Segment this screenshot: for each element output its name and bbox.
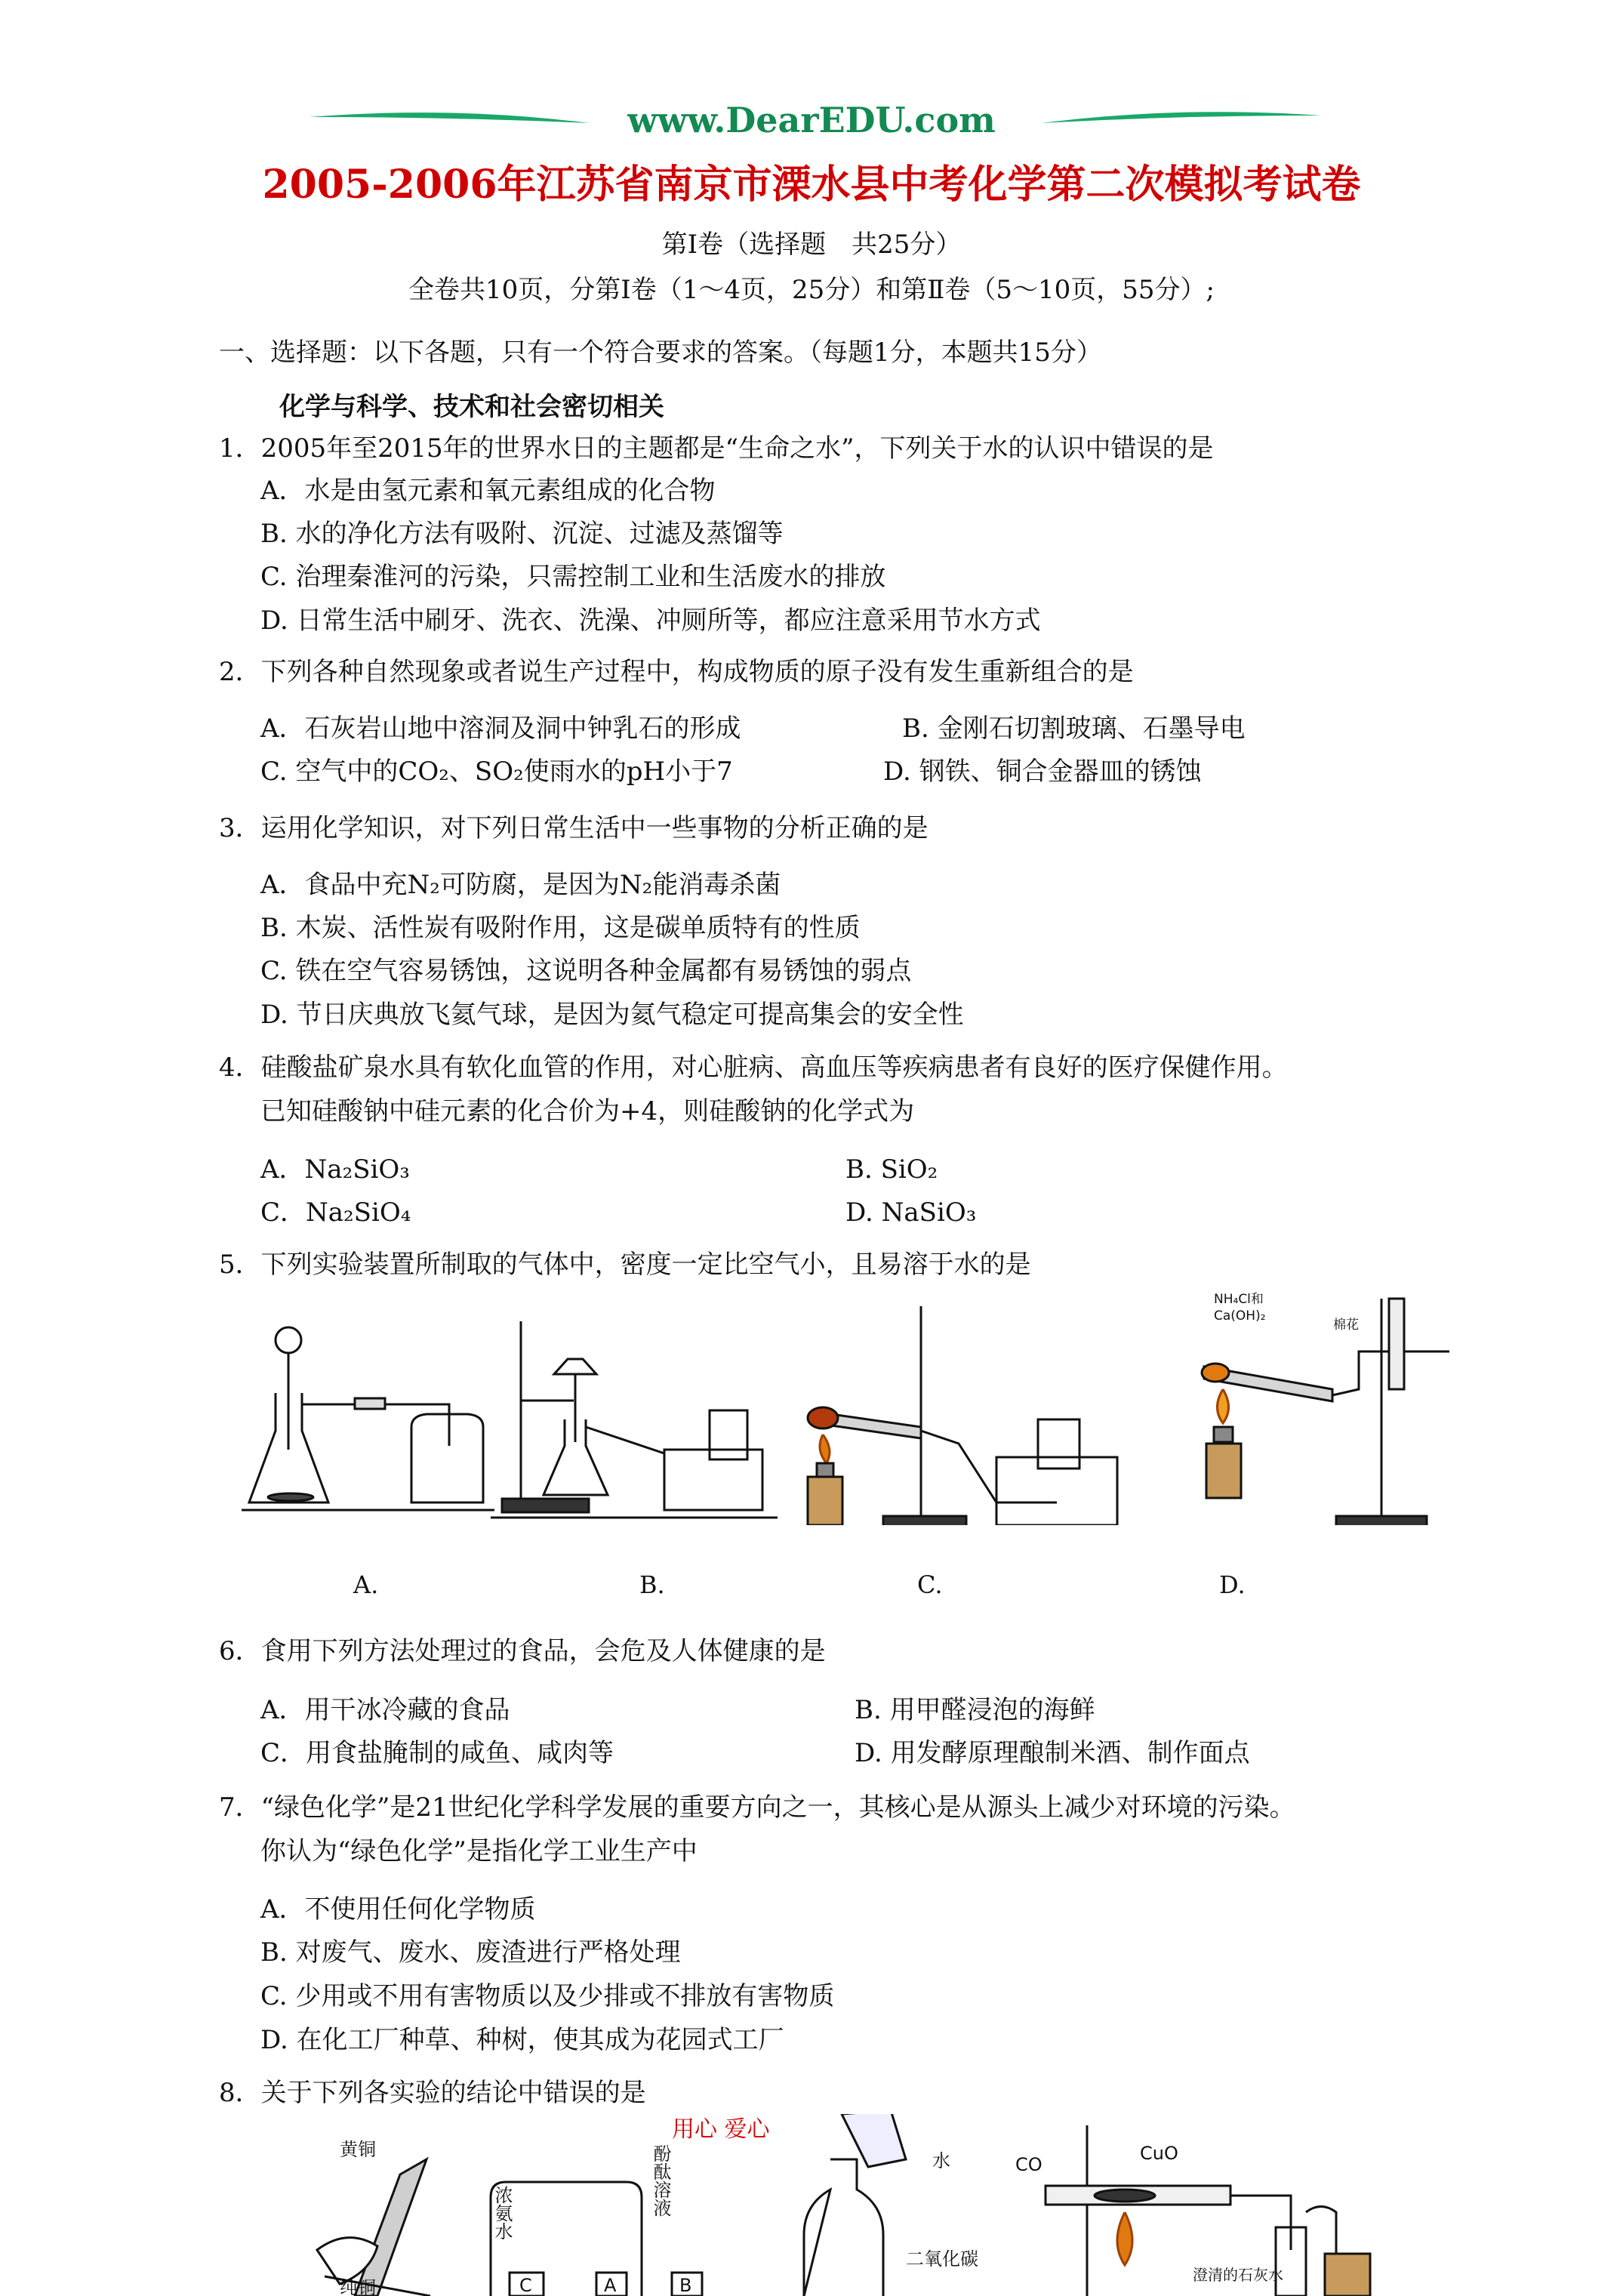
question-stem: 2．下列各种自然现象或者说生产过程中，构成物质的原子没有发生重新组合的是 (219, 657, 1134, 687)
question-stem: 4．硅酸盐矿泉水具有软化血管的作用，对心脏病、高血压等疾病患者有良好的医疗保健作用。 (219, 1052, 1288, 1083)
option-d[interactable]: D. 用发酵原理酿制米酒、制作面点 (855, 1738, 1250, 1768)
question-stem-cont: 你认为“绿色化学”是指化学工业生产中 (260, 1836, 698, 1866)
apparatus-a (242, 1327, 494, 1510)
option-c[interactable]: C. 少用或不用有害物质以及少排或不排放有害物质 (260, 1981, 835, 2011)
option-b[interactable]: B. SiO₂ (845, 1154, 938, 1185)
option-c[interactable]: C. 治理秦淮河的污染，只需控制工业和生活废水的排放 (260, 562, 886, 592)
apparatus-d (1185, 1299, 1480, 1525)
experiment-bottle (804, 2114, 906, 2296)
question-stem: 8．关于下列各实验的结论中错误的是 (219, 2078, 646, 2108)
fig-label-co2: 二氧化碳 (906, 2248, 978, 2270)
option-a[interactable]: A．水是由氢元素和氧元素组成的化合物 (260, 476, 716, 506)
fig-label-water: 水 (932, 2150, 950, 2171)
footer-watermark: 用心 爱心 (672, 2116, 770, 2143)
option-a[interactable]: A．石灰岩山地中溶洞及洞中钟乳石的形成 (260, 713, 741, 744)
fig-label-nh4cl: NH₄Cl和 (1214, 1292, 1264, 1307)
apparatus-c (800, 1306, 1132, 1525)
question-stem: 7．“绿色化学”是21世纪化学科学发展的重要方向之一，其核心是从源头上减少对环境的污染。 (219, 1792, 1295, 1823)
fig-label-phenol: 酚酞溶液 (650, 2144, 671, 2217)
fig-label-caoh2: Ca(OH)₂ (1214, 1308, 1266, 1324)
question-stem: 6．食用下列方法处理过的食品，会危及人体健康的是 (219, 1636, 826, 1666)
question-stem: 5．下列实验装置所制取的气体中，密度一定比空气小，且易溶于水的是 (219, 1250, 1031, 1280)
option-b[interactable]: B. 金刚石切割玻璃、石墨导电 (902, 713, 1246, 744)
option-d[interactable]: D. NaSiO₃ (845, 1197, 977, 1228)
option-a[interactable]: A．用干冰冷藏的食品 (260, 1695, 510, 1725)
option-c[interactable]: C. 铁在空气容易锈蚀，这说明各种金属都有易锈蚀的弱点 (260, 956, 912, 986)
fig-label-lime: 澄清的石灰水 (1193, 2266, 1283, 2284)
option-c[interactable]: C. 空气中的CO₂、SO₂使雨水的pH小于7 (260, 757, 733, 787)
option-a[interactable]: A．食品中充N₂可防腐，是因为N₂能消毒杀菌 (260, 870, 781, 900)
option-b[interactable]: B. 水的净化方法有吸附、沉淀、过滤及蒸馏等 (260, 519, 784, 549)
option-d[interactable]: D. 钢铁、铜合金器皿的锈蚀 (883, 757, 1202, 787)
question-stem-cont: 已知硅酸钠中硅元素的化合价为+4，则硅酸钠的化学式为 (260, 1096, 915, 1126)
site-name[interactable]: www.DearEDU.com (627, 100, 996, 140)
experiment-brass (317, 2159, 430, 2296)
figure-label-d[interactable]: D. (1219, 1570, 1246, 1599)
option-a[interactable]: A．Na₂SiO₃ (260, 1154, 410, 1185)
option-b[interactable]: B. 用甲醛浸泡的海鲜 (855, 1695, 1095, 1725)
exam-note: 全卷共10页，分第Ⅰ卷（1～4页，25分）和第Ⅱ卷（5～10页，55分）; (408, 275, 1215, 305)
option-b[interactable]: B. 对废气、废水、废渣进行严格处理 (260, 1937, 681, 1968)
fig-label-beaker-c: C (519, 2275, 532, 2296)
fig-label-co: CO (1015, 2154, 1042, 2175)
option-c[interactable]: C．用食盐腌制的咸鱼、咸肉等 (260, 1738, 614, 1768)
figure-label-a[interactable]: A. (353, 1570, 379, 1599)
experiment-figure (294, 2114, 1472, 2296)
figure-label-b[interactable]: B. (639, 1570, 665, 1599)
apparatus-figure (242, 1276, 1487, 1525)
fig-label-cuo: CuO (1140, 2143, 1178, 2164)
fig-label-cotton: 棉花 (1333, 1318, 1359, 1333)
page-title: 2005-2006年江苏省南京市溧水县中考化学第二次模拟考试卷 (262, 162, 1361, 208)
option-d[interactable]: D. 节日庆典放飞氦气球，是因为氦气稳定可提高集会的安全性 (260, 1000, 964, 1030)
section-topic: 化学与科学、技术和社会密切相关 (279, 392, 664, 422)
option-a[interactable]: A．不使用任何化学物质 (260, 1894, 536, 1925)
option-c[interactable]: C．Na₂SiO₄ (260, 1197, 411, 1228)
part-one-heading: 第Ⅰ卷（选择题 共25分） (661, 230, 962, 260)
fig-label-beaker-a: A (604, 2275, 617, 2296)
option-b[interactable]: B. 木炭、活性炭有吸附作用，这是碳单质特有的性质 (260, 913, 861, 943)
figure-label-c[interactable]: C. (917, 1570, 943, 1599)
section-heading: 一、选择题：以下各题，只有一个符合要求的答案。（每题1分，本题共15分） (219, 337, 1102, 368)
option-d[interactable]: D. 在化工厂种草、种树，使其成为花园式工厂 (260, 2025, 784, 2055)
fig-label-ammonia: 浓氨水 (491, 2186, 513, 2240)
option-d[interactable]: D. 日常生活中刷牙、洗衣、洗澡、冲厕所等，都应注意采用节水方式 (260, 606, 1041, 636)
fig-label-copper: 纯铜 (340, 2277, 376, 2296)
apparatus-b (491, 1321, 778, 1518)
fig-label-beaker-b: B (679, 2275, 692, 2296)
question-stem: 3．运用化学知识，对下列日常生活中一些事物的分析正确的是 (219, 813, 929, 843)
fig-label-brass: 黄铜 (340, 2139, 376, 2160)
question-stem: 1．2005年至2015年的世界水日的主题都是“生命之水”，下列关于水的认识中错误的是 (219, 433, 1214, 464)
